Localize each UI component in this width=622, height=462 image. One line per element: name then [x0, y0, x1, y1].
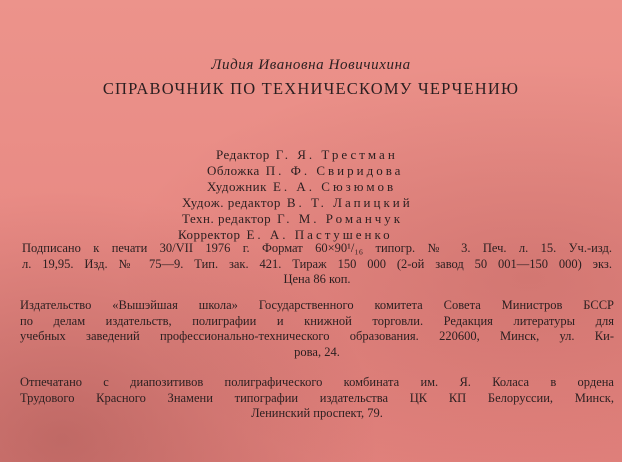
- print-info-line: л. 19,95. Изд. № 75—9. Тип. зак. 421. Тираж 150 000 (2-ой завод 50 001—150 000) экз.: [22, 256, 612, 271]
- printed-by-line: Трудового Красного Знамени типографии издательства ЦК КП Белоруссии, Минск,: [20, 390, 614, 405]
- credit-name: Е. А. Сюзюмов: [272, 179, 397, 194]
- print-info-block: [22, 241, 612, 288]
- credit-role: Худож. редактор: [182, 195, 281, 210]
- print-info-line: Цена 86 коп.: [283, 272, 351, 286]
- credit-name: В. Т. Лапицкий: [286, 195, 413, 210]
- credits-block: [0, 147, 622, 243]
- publisher-line: рова, 24.: [294, 344, 340, 359]
- print-info-line: Подписано к печати 30/VII 1976 г. Формат 60×90¹/₁₆ типогр. № 3. Печ. л. 15. Уч.-изд.: [22, 241, 612, 255]
- credit-name: Е. А. Пастушенко: [246, 227, 393, 242]
- credit-name: П. Ф. Свиридова: [265, 163, 404, 178]
- credit-name: Г. Я. Трестман: [275, 147, 398, 162]
- credit-artist: [0, 179, 622, 195]
- credit-role: Техн. редактор: [182, 211, 272, 226]
- credit-role: Художник: [207, 179, 267, 194]
- printed-by-block: [20, 375, 614, 422]
- credit-name: Г. М. Романчук: [277, 211, 404, 226]
- credit-tech-editor: [0, 211, 622, 227]
- publisher-block: [20, 298, 614, 360]
- publisher-line: Издательство «Вышэйшая школа» Государственного комитета Совета Министров БССР: [20, 298, 614, 312]
- author-name: Лидия Ивановна Новичихина: [211, 57, 411, 73]
- credit-role: Корректор: [178, 227, 241, 242]
- credit-art-editor: [0, 195, 622, 211]
- credit-cover: [0, 163, 622, 179]
- publisher-line: учебных заведений профессионально-технического образования. 220600, Минск, ул. Ки-: [20, 329, 614, 343]
- publisher-line: по делам издательств, полиграфии и книжной торговли. Редакция литературы для: [20, 313, 614, 328]
- credit-role: Редактор: [216, 147, 270, 162]
- printed-by-line: Ленинский проспект, 79.: [251, 406, 383, 420]
- credit-editor: [0, 147, 622, 163]
- printed-by-line: Отпечатано с диапозитивов полиграфического комбината им. Я. Коласа в ордена: [20, 375, 614, 389]
- credit-role: Обложка: [207, 163, 260, 178]
- book-title: СПРАВОЧНИК ПО ТЕХНИЧЕСКОМУ ЧЕРЧЕНИЮ: [102, 79, 520, 98]
